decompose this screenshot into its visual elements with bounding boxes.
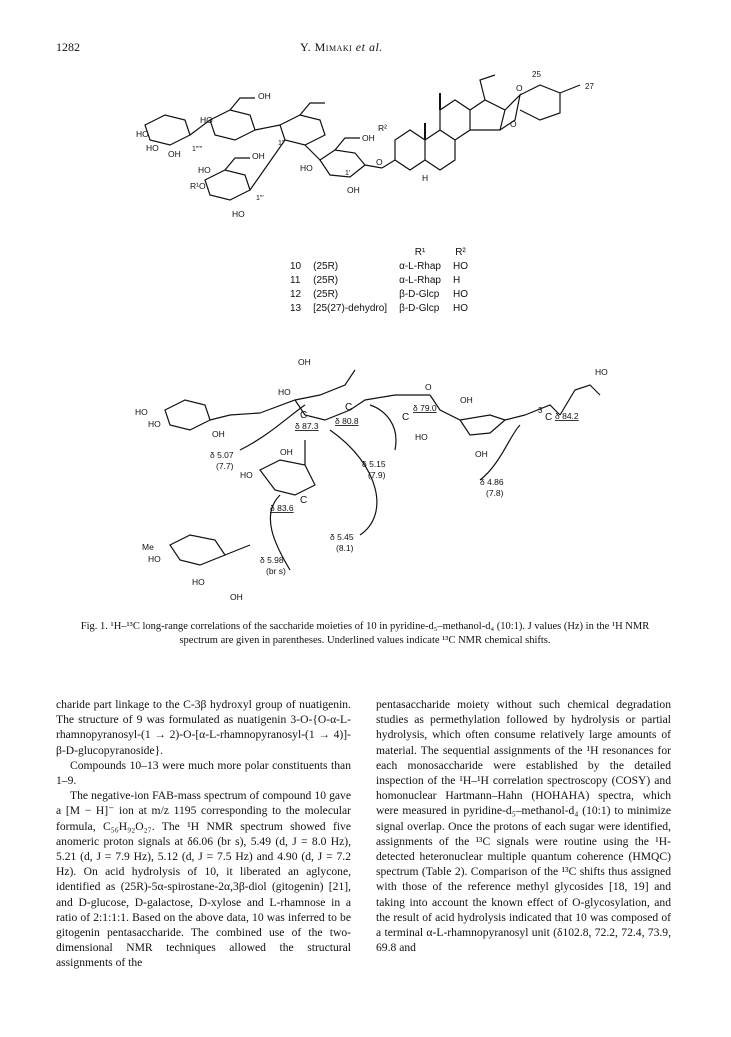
b-label-ho-4: HO — [415, 432, 428, 442]
b-label-ho-7: HO — [148, 554, 161, 564]
arrow-3 — [330, 430, 377, 535]
b-label-oh-4: OH — [475, 449, 488, 459]
ring-sugar-1ppp — [210, 110, 255, 140]
b-label-oh-3: OH — [460, 395, 473, 405]
ring-c — [440, 100, 470, 140]
table-cell: [25(27)-dehydro] — [313, 303, 388, 314]
table-header-row — [284, 247, 474, 260]
table-row — [284, 302, 474, 316]
b-label-oh-5: OH — [280, 447, 293, 457]
b-label-oh-1: OH — [212, 429, 225, 439]
label-pos25: 25 — [532, 70, 541, 79]
running-header — [300, 40, 383, 55]
b-link-1 — [210, 413, 260, 420]
b-label-oh-6: OH — [230, 592, 243, 602]
b-ring-3b — [460, 420, 505, 435]
paragraph: pentasaccharide moiety without such chemical degradation studies as permethylation followed by hydrolysis or partial hydrolysis, which often consume relatively large amounts of material. The sequential assignments of the ¹H resonances for each monosaccharide were established by the detailed inspection of the ¹H–¹H correlation spectroscopy (COSY) and homonuclear Hartmann–Hahn (HOHAHA) spectra, which were measured in pyridine-d₅–methanol-d₄ (10:1) to minimize signal overlap. Once the protons of each sugar were identified, assignments of the ¹³C signals were routine using the ¹H-detected heteronuclear multiple quantum coherence (HMQC) spectrum (Table 2). Comparison of the ¹³C shifts thus assigned with those of the reference methyl glycosides [18, 19] and taking into account the known effect of O-glycosylation, and the result of acid hydrolysis indicated that 10 was composed of a terminal α-L-rhamnopyranosyl unit (δ102.8, 72.2, 72.4, 73.9, 69.8 and — [376, 698, 671, 955]
table-row — [284, 274, 474, 288]
b-label-ho-3: HO — [278, 387, 291, 397]
glyc-link-2 — [305, 145, 320, 160]
label-ho-2: HO — [146, 143, 159, 153]
proton-5-45-j: (8.1) — [336, 543, 354, 553]
side-methyl — [480, 75, 495, 100]
label-link-1ppppp: 1""' — [192, 146, 203, 153]
table-cell: 11 — [290, 275, 301, 286]
ring-b-sugar-5 — [170, 535, 225, 565]
label-r1o: R¹O — [190, 181, 206, 191]
structure-diagram-top — [120, 65, 640, 245]
proton-5-15-j: (7.9) — [368, 470, 386, 480]
label-o-glyc: O — [376, 157, 383, 167]
shift-87-3: δ 87.3 — [295, 421, 319, 431]
label-oh-4: OH — [362, 133, 375, 143]
table-header-cell — [284, 247, 307, 260]
ring-b — [425, 130, 455, 170]
b-label-ho-2: HO — [148, 419, 161, 429]
ring-sugar-1p — [320, 150, 365, 177]
ch2oh-c — [225, 158, 250, 170]
label-o-spiro-2: O — [510, 119, 517, 129]
label-oh-1: OH — [168, 149, 181, 159]
b-label-me: Me — [142, 542, 154, 552]
shift-84-2: δ 84.2 — [555, 411, 579, 421]
ring-sugar-1ppppp — [205, 170, 250, 200]
body-column-left — [56, 697, 351, 971]
b-label-ho-8: HO — [192, 577, 205, 587]
label-link-1p: 1' — [345, 170, 351, 177]
proton-5-15: δ 5.15 — [362, 459, 386, 469]
table-row — [284, 288, 474, 302]
label-link-1pp: 1" — [278, 140, 285, 147]
paragraph: charide part linkage to the C-3β hydroxyl group of nuatigenin. The structure of 9 was formulated as nuatigenin 3-O-{O-α-L-rhamnopyranosyl-(1 → 2)-O-[α-L-rhamnopyranosyl-(1 → 4)]-β-D-glucopyranoside}. — [56, 698, 351, 757]
paragraph: Compounds 10–13 were much more polar constituents than 1–9. — [56, 758, 351, 788]
label-ho-3: HO — [200, 115, 213, 125]
running-header-etal: et al. — [355, 40, 383, 54]
label-pos27: 27 — [585, 82, 594, 91]
label-ho-5: HO — [232, 209, 245, 219]
b-link-5 — [225, 545, 250, 555]
proton-5-45: δ 5.45 — [330, 532, 354, 542]
ch2oh-d — [335, 138, 360, 150]
page-number: 1282 — [56, 40, 80, 54]
ring-sugar-1pp — [280, 115, 325, 145]
b-ring-2-top — [260, 370, 355, 413]
label-oh-3: OH — [252, 151, 265, 161]
label-ho-4: HO — [198, 165, 211, 175]
table-cell: β-D-Glcp — [399, 303, 440, 314]
shift-83-6: δ 83.6 — [270, 503, 294, 513]
table-cell: HO — [452, 303, 468, 314]
atom-c-2: C — [345, 402, 353, 413]
running-header-a: Y. M — [300, 40, 326, 54]
atom-c-4: C — [545, 412, 553, 423]
label-ho-1: HO — [136, 129, 149, 139]
table-cell: 10 — [290, 261, 302, 272]
label-ho-6: HO — [300, 163, 313, 173]
table-cell: (25R) — [313, 289, 339, 300]
table-row — [284, 260, 474, 274]
ch2oh-a — [300, 103, 325, 115]
methyl-27 — [560, 85, 580, 93]
arrow-2 — [370, 405, 396, 450]
glyc-link-5 — [250, 140, 285, 190]
table-cell: HO — [452, 289, 468, 300]
ring-f — [520, 85, 560, 120]
table-cell: (25R) — [313, 261, 339, 272]
label-oh-5: OH — [347, 185, 360, 195]
figure-caption: Fig. 1. ¹H–¹³C long-range correlations of the saccharide moieties of 10 in pyridine-d₅–methanol-d₄ (10:1). J values (Hz) in the ¹H NMR spectrum are given in parentheses. Underlined values indicate ¹³C NMR chemical shifts. — [80, 621, 650, 646]
b-ring-3 — [430, 395, 525, 420]
proton-4-86: δ 4.86 — [480, 477, 504, 487]
ring-d — [470, 100, 505, 130]
label-oh-2: OH — [258, 91, 271, 101]
proton-4-86-j: (7.8) — [486, 488, 504, 498]
table-header-cell: R¹ — [414, 247, 426, 258]
table-cell: β-D-Glcp — [399, 289, 440, 300]
b-label-ho-1: HO — [135, 407, 148, 417]
b-label-ho-6: HO — [240, 470, 253, 480]
label-link-1ppp: 1"' — [256, 195, 264, 202]
glyc-link-3 — [255, 125, 280, 130]
ring-b-sugar-1 — [165, 400, 210, 430]
paragraph: The negative-ion FAB-mass spectrum of compound 10 gave a [M − H]⁻ ion at m/z 1195 corresponding to the molecular formula, C₅₆H₉₂O₂₇. The ¹H NMR spectrum showed five anomeric proton signals at δ6.06 (br s), 5.49 (d, J = 8.0 Hz), 5.21 (d, J = 7.9 Hz), 5.12 (d, J = 7.5 Hz) and 4.90 (d, J = 7.2 Hz). On acid hydrolysis of 10, it liberated an aglycone, identified as (25R)-5α-spirostane-2α,3β-diol (gitogenin) [21], and D-glucose, D-galactose, D-xylose and L-rhamnose in a ratio of 2:1:1:1. Based on the above data, 10 was inferred to be gitogenin pentasaccharide. The combined use of the two-dimensional NMR techniques allowed the structural assignments of the — [56, 789, 351, 970]
ring-a — [395, 130, 425, 170]
structure-diagram-bottom — [130, 355, 720, 605]
atom-c-3: C — [402, 412, 410, 423]
table-header-cell: R² — [455, 247, 466, 258]
proton-5-07: δ 5.07 — [210, 450, 234, 460]
proton-5-98-j: (br s) — [266, 566, 286, 576]
proton-5-98: δ 5.98 — [260, 555, 284, 565]
b-label-o-1: O — [425, 382, 432, 392]
substituent-table-grid — [284, 247, 474, 316]
table-cell: 12 — [290, 289, 302, 300]
table-header-cell — [307, 247, 393, 260]
b-label-ho-5: HO — [595, 367, 608, 377]
ring-b-sugar-4 — [260, 460, 315, 495]
atom-position-3: 3 — [538, 406, 543, 415]
table-cell: HO — [452, 261, 468, 272]
shift-80-8: δ 80.8 — [335, 416, 359, 426]
body-column-right — [376, 697, 671, 955]
table-cell: α-L-Rhap — [399, 275, 441, 286]
c3-bond — [382, 160, 395, 168]
ch2oh-b — [230, 98, 255, 110]
substituent-table — [284, 247, 474, 316]
atom-c-1: C — [300, 410, 308, 421]
ring-sugar-1pppp — [145, 115, 190, 145]
atom-c-5: C — [300, 495, 308, 506]
shift-79-0: δ 79.0 — [413, 403, 437, 413]
table-cell: (25R) — [313, 275, 339, 286]
label-h-5a: H — [422, 173, 429, 183]
proton-5-07-j: (7.7) — [216, 461, 234, 471]
running-header-b: imaki — [325, 40, 353, 54]
label-o-spiro-1: O — [516, 83, 523, 93]
label-r2: R² — [378, 123, 387, 133]
table-cell: 13 — [290, 303, 302, 314]
table-cell: α-L-Rhap — [399, 261, 441, 272]
table-cell: H — [452, 275, 461, 286]
b-label-oh-2: OH — [298, 357, 311, 367]
